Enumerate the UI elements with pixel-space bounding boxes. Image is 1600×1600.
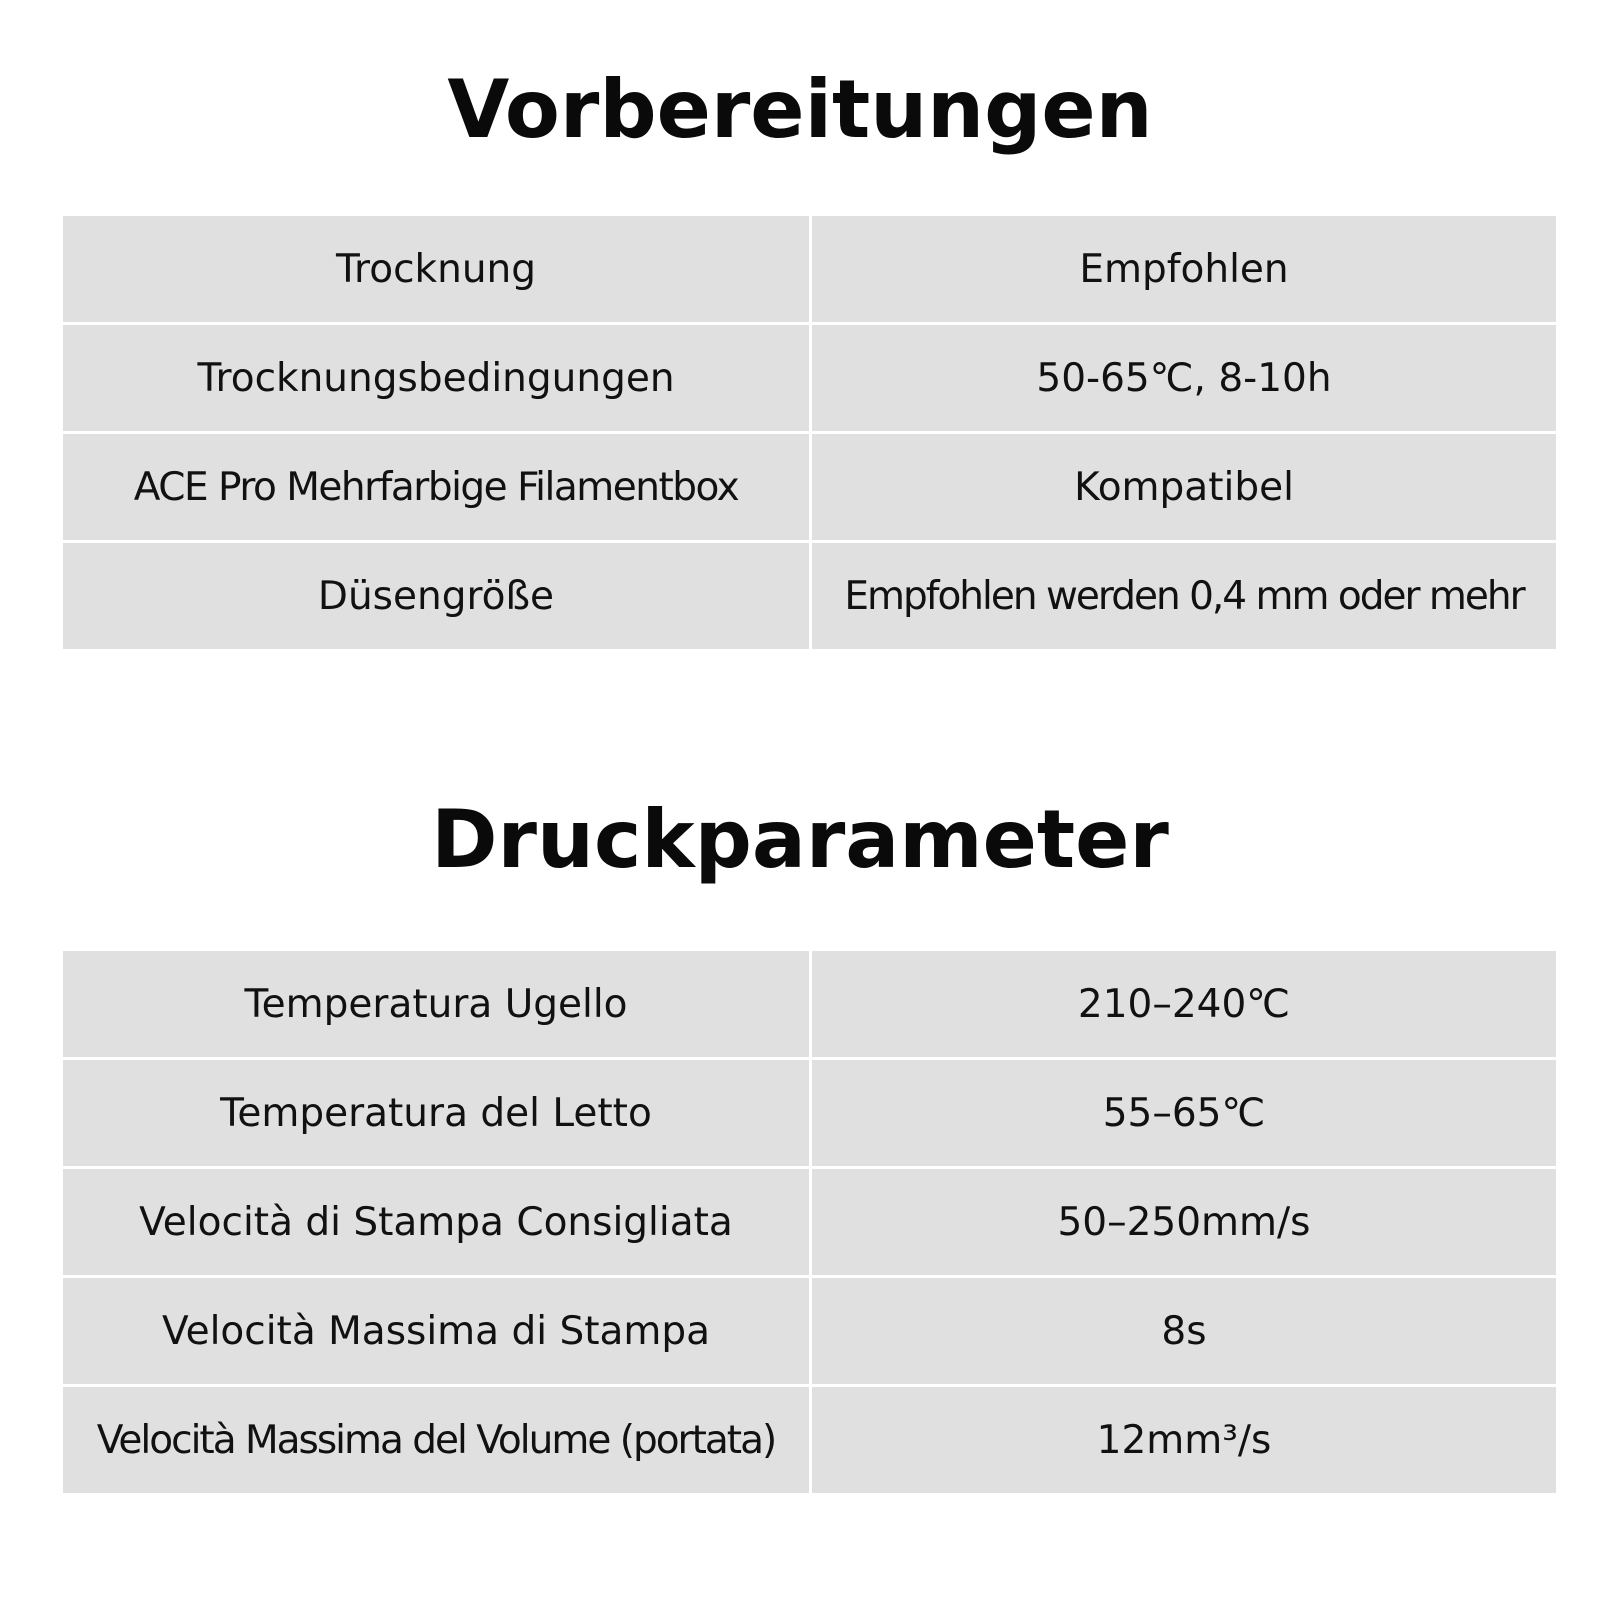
row-value: 50–250mm/s: [812, 1169, 1556, 1275]
row-value: 50-65℃, 8-10h: [812, 325, 1556, 431]
section-title-print-parameters: Druckparameter: [431, 793, 1169, 886]
table-row: [63, 543, 1556, 649]
row-label: Velocità di Stampa Consigliata: [63, 1169, 809, 1275]
row-label: Trocknungsbedingungen: [63, 325, 809, 431]
row-value: 8s: [812, 1278, 1556, 1384]
table-row: [63, 1278, 1556, 1384]
row-label: Velocità Massima del Volume (portata): [63, 1387, 809, 1493]
table-row: [63, 951, 1556, 1057]
row-label: Trocknung: [63, 216, 809, 322]
row-value: 12mm³/s: [812, 1387, 1556, 1493]
preparations-table: [63, 216, 1556, 652]
row-value: 210–240℃: [812, 951, 1556, 1057]
row-label: Velocità Massima di Stampa: [63, 1278, 809, 1384]
row-value: 55–65℃: [812, 1060, 1556, 1166]
print-parameters-table: [63, 951, 1556, 1496]
row-label: ACE Pro Mehrfarbige Filamentbox: [63, 434, 809, 540]
row-label: Temperatura del Letto: [63, 1060, 809, 1166]
row-label: Düsengröße: [63, 543, 809, 649]
row-value: Empfohlen werden 0,4 mm oder mehr: [812, 543, 1556, 649]
row-value: Kompatibel: [812, 434, 1556, 540]
section-title-preparations: Vorbereitungen: [447, 63, 1153, 156]
table-row: [63, 434, 1556, 540]
table-row: [63, 1387, 1556, 1493]
table-row: [63, 1060, 1556, 1166]
table-row: [63, 325, 1556, 431]
row-value: Empfohlen: [812, 216, 1556, 322]
table-row: [63, 1169, 1556, 1275]
table-row: [63, 216, 1556, 322]
row-label: Temperatura Ugello: [63, 951, 809, 1057]
